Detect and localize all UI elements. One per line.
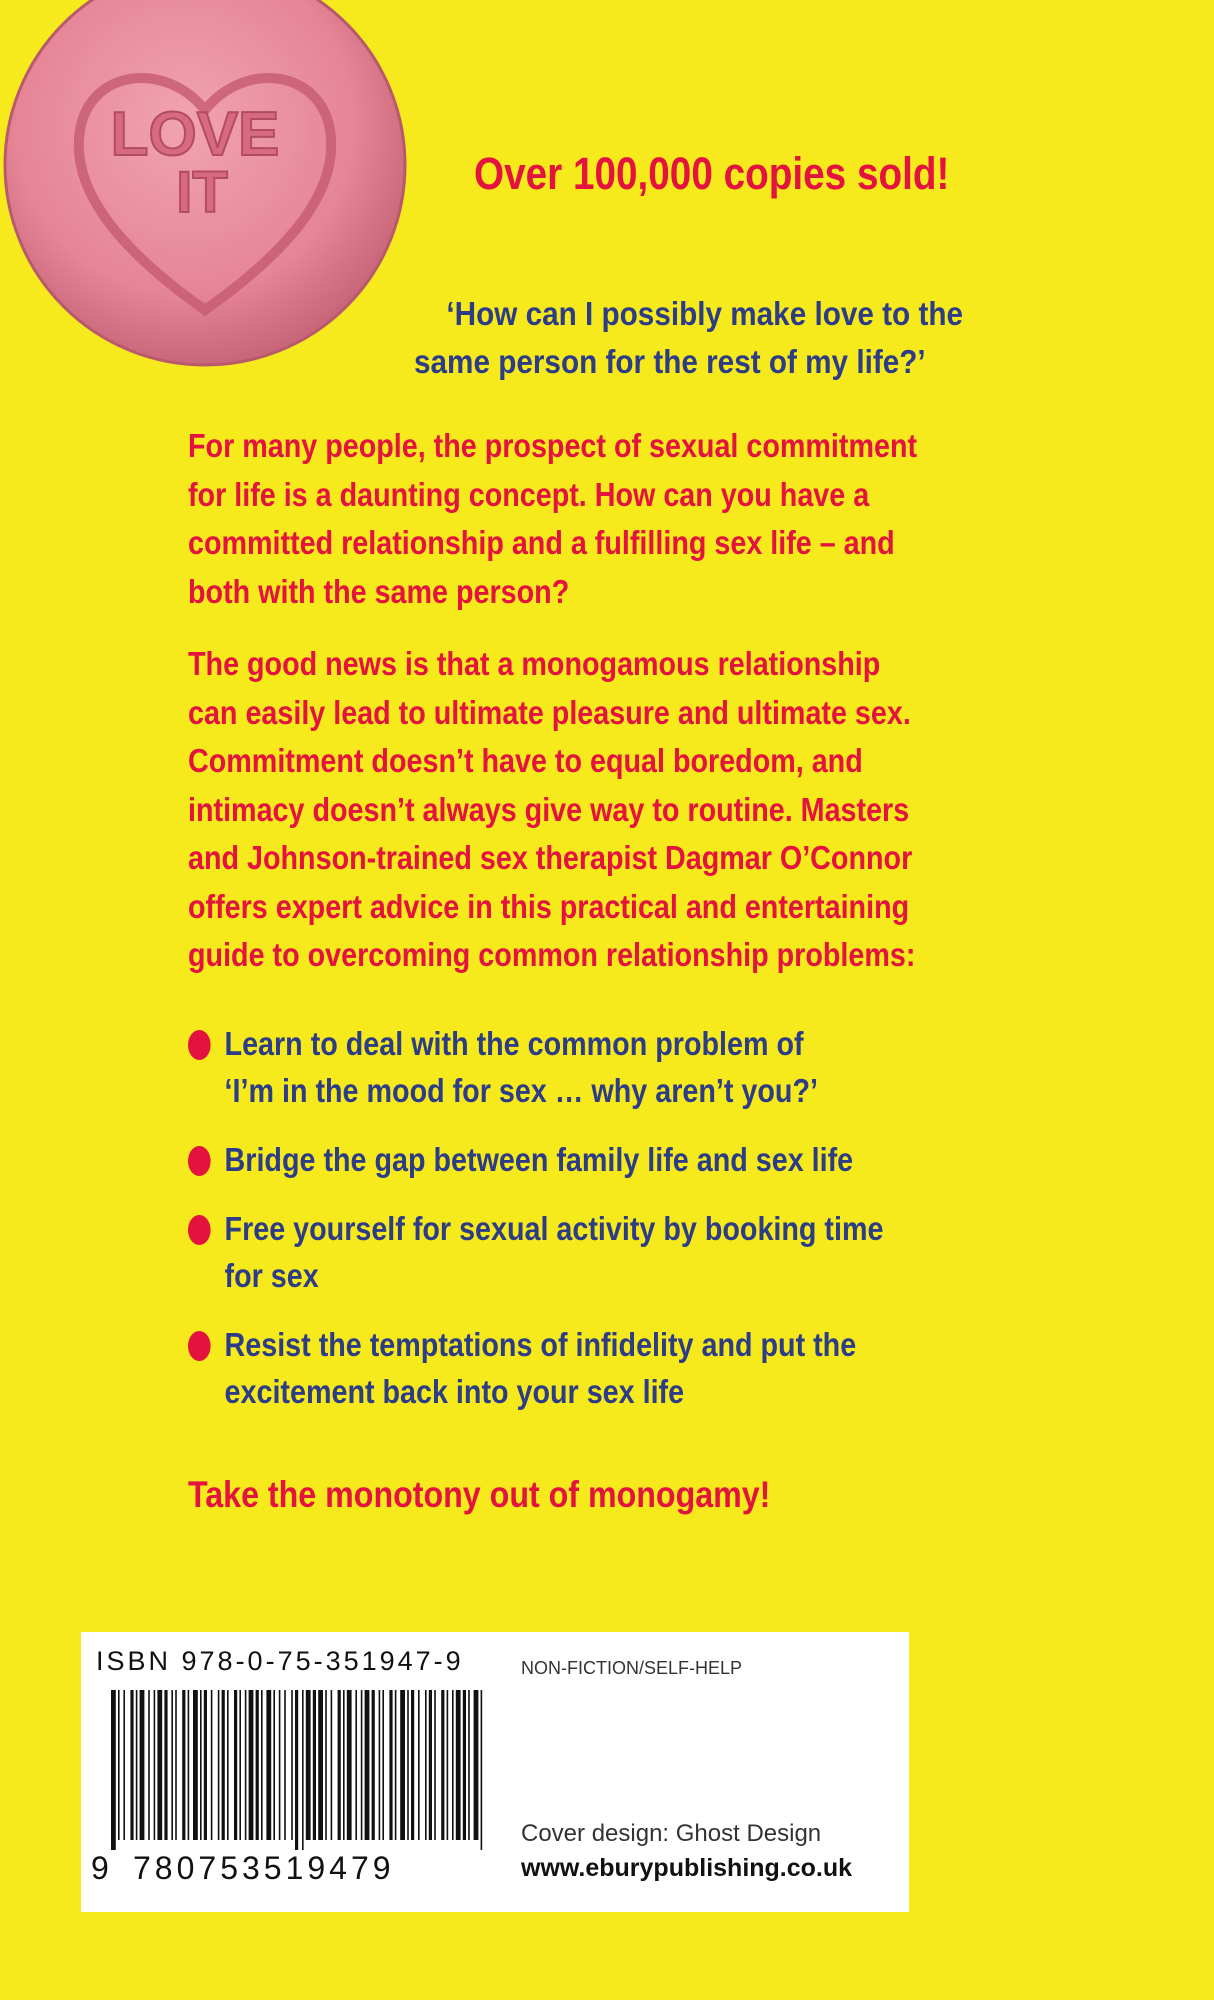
barcode-bar	[481, 1690, 483, 1850]
barcode-bar	[123, 1690, 125, 1840]
candy-text-love: LOVE	[110, 100, 280, 169]
barcode-bar	[338, 1690, 341, 1840]
paragraph-line: intimacy doesn’t always give way to routine. Masters	[188, 790, 910, 828]
barcode-bar	[291, 1690, 293, 1840]
barcode-bar	[325, 1690, 327, 1840]
barcode-bar	[261, 1690, 263, 1840]
barcode-bar	[136, 1690, 138, 1840]
barcode-bar	[389, 1690, 392, 1840]
benefits-list	[188, 1020, 1145, 1437]
barcode-bar	[154, 1690, 156, 1840]
barcode-digit-rest: 780753519479	[133, 1850, 395, 1886]
list-item	[188, 1020, 1145, 1114]
barcode-bar	[379, 1690, 381, 1840]
bullet-dot-icon	[188, 1215, 211, 1245]
barcode-bar	[434, 1690, 436, 1840]
isbn-label: ISBN 978-0-75-351947-9	[96, 1646, 464, 1676]
paragraph-line: can easily lead to ultimate pleasure and ultimate sex.	[188, 693, 911, 731]
barcode-bar	[331, 1690, 333, 1840]
paragraph-line: both with the same person?	[188, 572, 570, 610]
barcode-bar	[164, 1690, 167, 1840]
list-item-line: Free yourself for sexual activity by booking time	[224, 1210, 884, 1247]
barcode-bar	[279, 1690, 281, 1840]
barcode-digits	[91, 1850, 395, 1887]
barcode-bar	[441, 1690, 444, 1840]
barcode-bar	[140, 1690, 145, 1840]
barcode-panel	[81, 1632, 909, 1912]
barcode-bar	[273, 1690, 275, 1840]
list-item-line: ‘I’m in the mood for sex … why aren’t you?’	[224, 1072, 818, 1109]
category-label: NON-FICTION/SELF-HELP	[521, 1658, 743, 1678]
barcode-bar	[171, 1690, 173, 1840]
bullet-dot-icon	[188, 1030, 211, 1060]
barcode-bar	[447, 1690, 449, 1840]
list-item-line: excitement back into your sex life	[224, 1373, 685, 1410]
intro-paragraph	[188, 422, 1145, 616]
list-item-line: Bridge the gap between family life and sex life	[224, 1141, 854, 1178]
paragraph-line: for life is a daunting concept. How can you have a	[188, 475, 870, 513]
list-item	[188, 1321, 1145, 1415]
paragraph-line: committed relationship and a fulfilling sex life – and	[188, 524, 895, 561]
barcode-bar	[256, 1690, 259, 1840]
paragraph-line: Commitment doesn’t have to equal boredom, and	[188, 742, 863, 779]
barcode-bar	[306, 1690, 311, 1840]
barcode-bar	[343, 1690, 345, 1840]
bullet-dot-icon	[188, 1146, 211, 1176]
barcode-bar	[313, 1690, 316, 1840]
barcode-bar	[295, 1690, 298, 1850]
barcode-bar	[382, 1690, 384, 1840]
paragraph-line: offers expert advice in this practical and entertaining	[188, 887, 910, 925]
barcode-bar	[218, 1690, 220, 1840]
barcode-bar	[266, 1690, 271, 1840]
barcode-bar	[418, 1690, 420, 1840]
barcode-bar	[318, 1690, 323, 1840]
barcode-bar	[193, 1690, 198, 1840]
barcode-bar	[474, 1690, 479, 1840]
paragraph-line: guide to overcoming common relationship problems:	[188, 936, 916, 973]
description-paragraph	[188, 640, 1145, 980]
barcode-bar	[175, 1690, 177, 1840]
publisher-url: www.eburypublishing.co.uk	[521, 1854, 853, 1882]
barcode-bar	[227, 1690, 229, 1840]
barcode-bar	[365, 1690, 370, 1840]
barcode-digit-prefix: 9	[91, 1850, 109, 1886]
list-item-line: for sex	[224, 1257, 319, 1294]
barcode-bar	[372, 1690, 375, 1840]
barcode-bar	[425, 1690, 427, 1840]
cover-design-credit: Cover design: Ghost Design	[521, 1820, 822, 1847]
quote-line: same person for the rest of my life?’	[414, 343, 926, 380]
barcode-bar	[182, 1690, 185, 1840]
barcode-bar	[118, 1690, 120, 1840]
bullet-dot-icon	[188, 1331, 211, 1361]
list-item	[188, 1136, 1145, 1183]
barcode-bar	[239, 1690, 241, 1840]
barcode-bar	[463, 1690, 466, 1840]
barcode-bar	[411, 1690, 414, 1840]
barcode-bar	[302, 1690, 304, 1850]
barcode-bar	[204, 1690, 207, 1840]
barcode-bar	[222, 1690, 225, 1840]
barcode-bar	[361, 1690, 363, 1840]
candy-text-it: IT	[176, 160, 228, 225]
barcode-bar	[284, 1690, 286, 1840]
barcode-bar	[407, 1690, 409, 1840]
love-heart-candy-image	[0, 0, 420, 380]
barcode-bar	[429, 1690, 432, 1840]
list-item	[188, 1205, 1145, 1299]
barcode-bar	[188, 1690, 190, 1840]
barcode-bar	[452, 1690, 454, 1840]
paragraph-line: The good news is that a monogamous relationship	[188, 645, 881, 682]
barcode-bar	[456, 1690, 461, 1840]
quote-line: ‘How can I possibly make love to the	[446, 295, 963, 332]
paragraph-line: and Johnson-trained sex therapist Dagmar O’Connor	[188, 839, 913, 876]
barcode-bar	[234, 1690, 237, 1840]
barcode-bar	[200, 1690, 202, 1840]
headline: Over 100,000 copies sold!	[474, 148, 950, 199]
barcode-bar	[111, 1690, 116, 1850]
barcode-bar	[157, 1690, 162, 1840]
barcode-bar	[249, 1690, 254, 1840]
list-item-line: Resist the temptations of infidelity and put the	[224, 1326, 857, 1363]
barcode-bar	[400, 1690, 405, 1840]
barcode-bar	[245, 1690, 247, 1840]
barcode-bar	[355, 1690, 357, 1840]
barcode-image	[111, 1690, 487, 1850]
barcode-bar	[148, 1690, 150, 1840]
barcode-bar	[211, 1690, 213, 1840]
list-item-line: Learn to deal with the common problem of	[224, 1025, 804, 1062]
pull-quote	[414, 290, 1044, 386]
barcode-bar	[347, 1690, 352, 1840]
paragraph-line: For many people, the prospect of sexual commitment	[188, 427, 918, 464]
closing-tagline: Take the monotony out of monogamy!	[188, 1474, 771, 1515]
barcode-bar	[130, 1690, 133, 1840]
barcode-bar	[468, 1690, 470, 1840]
barcode-bar	[395, 1690, 397, 1840]
